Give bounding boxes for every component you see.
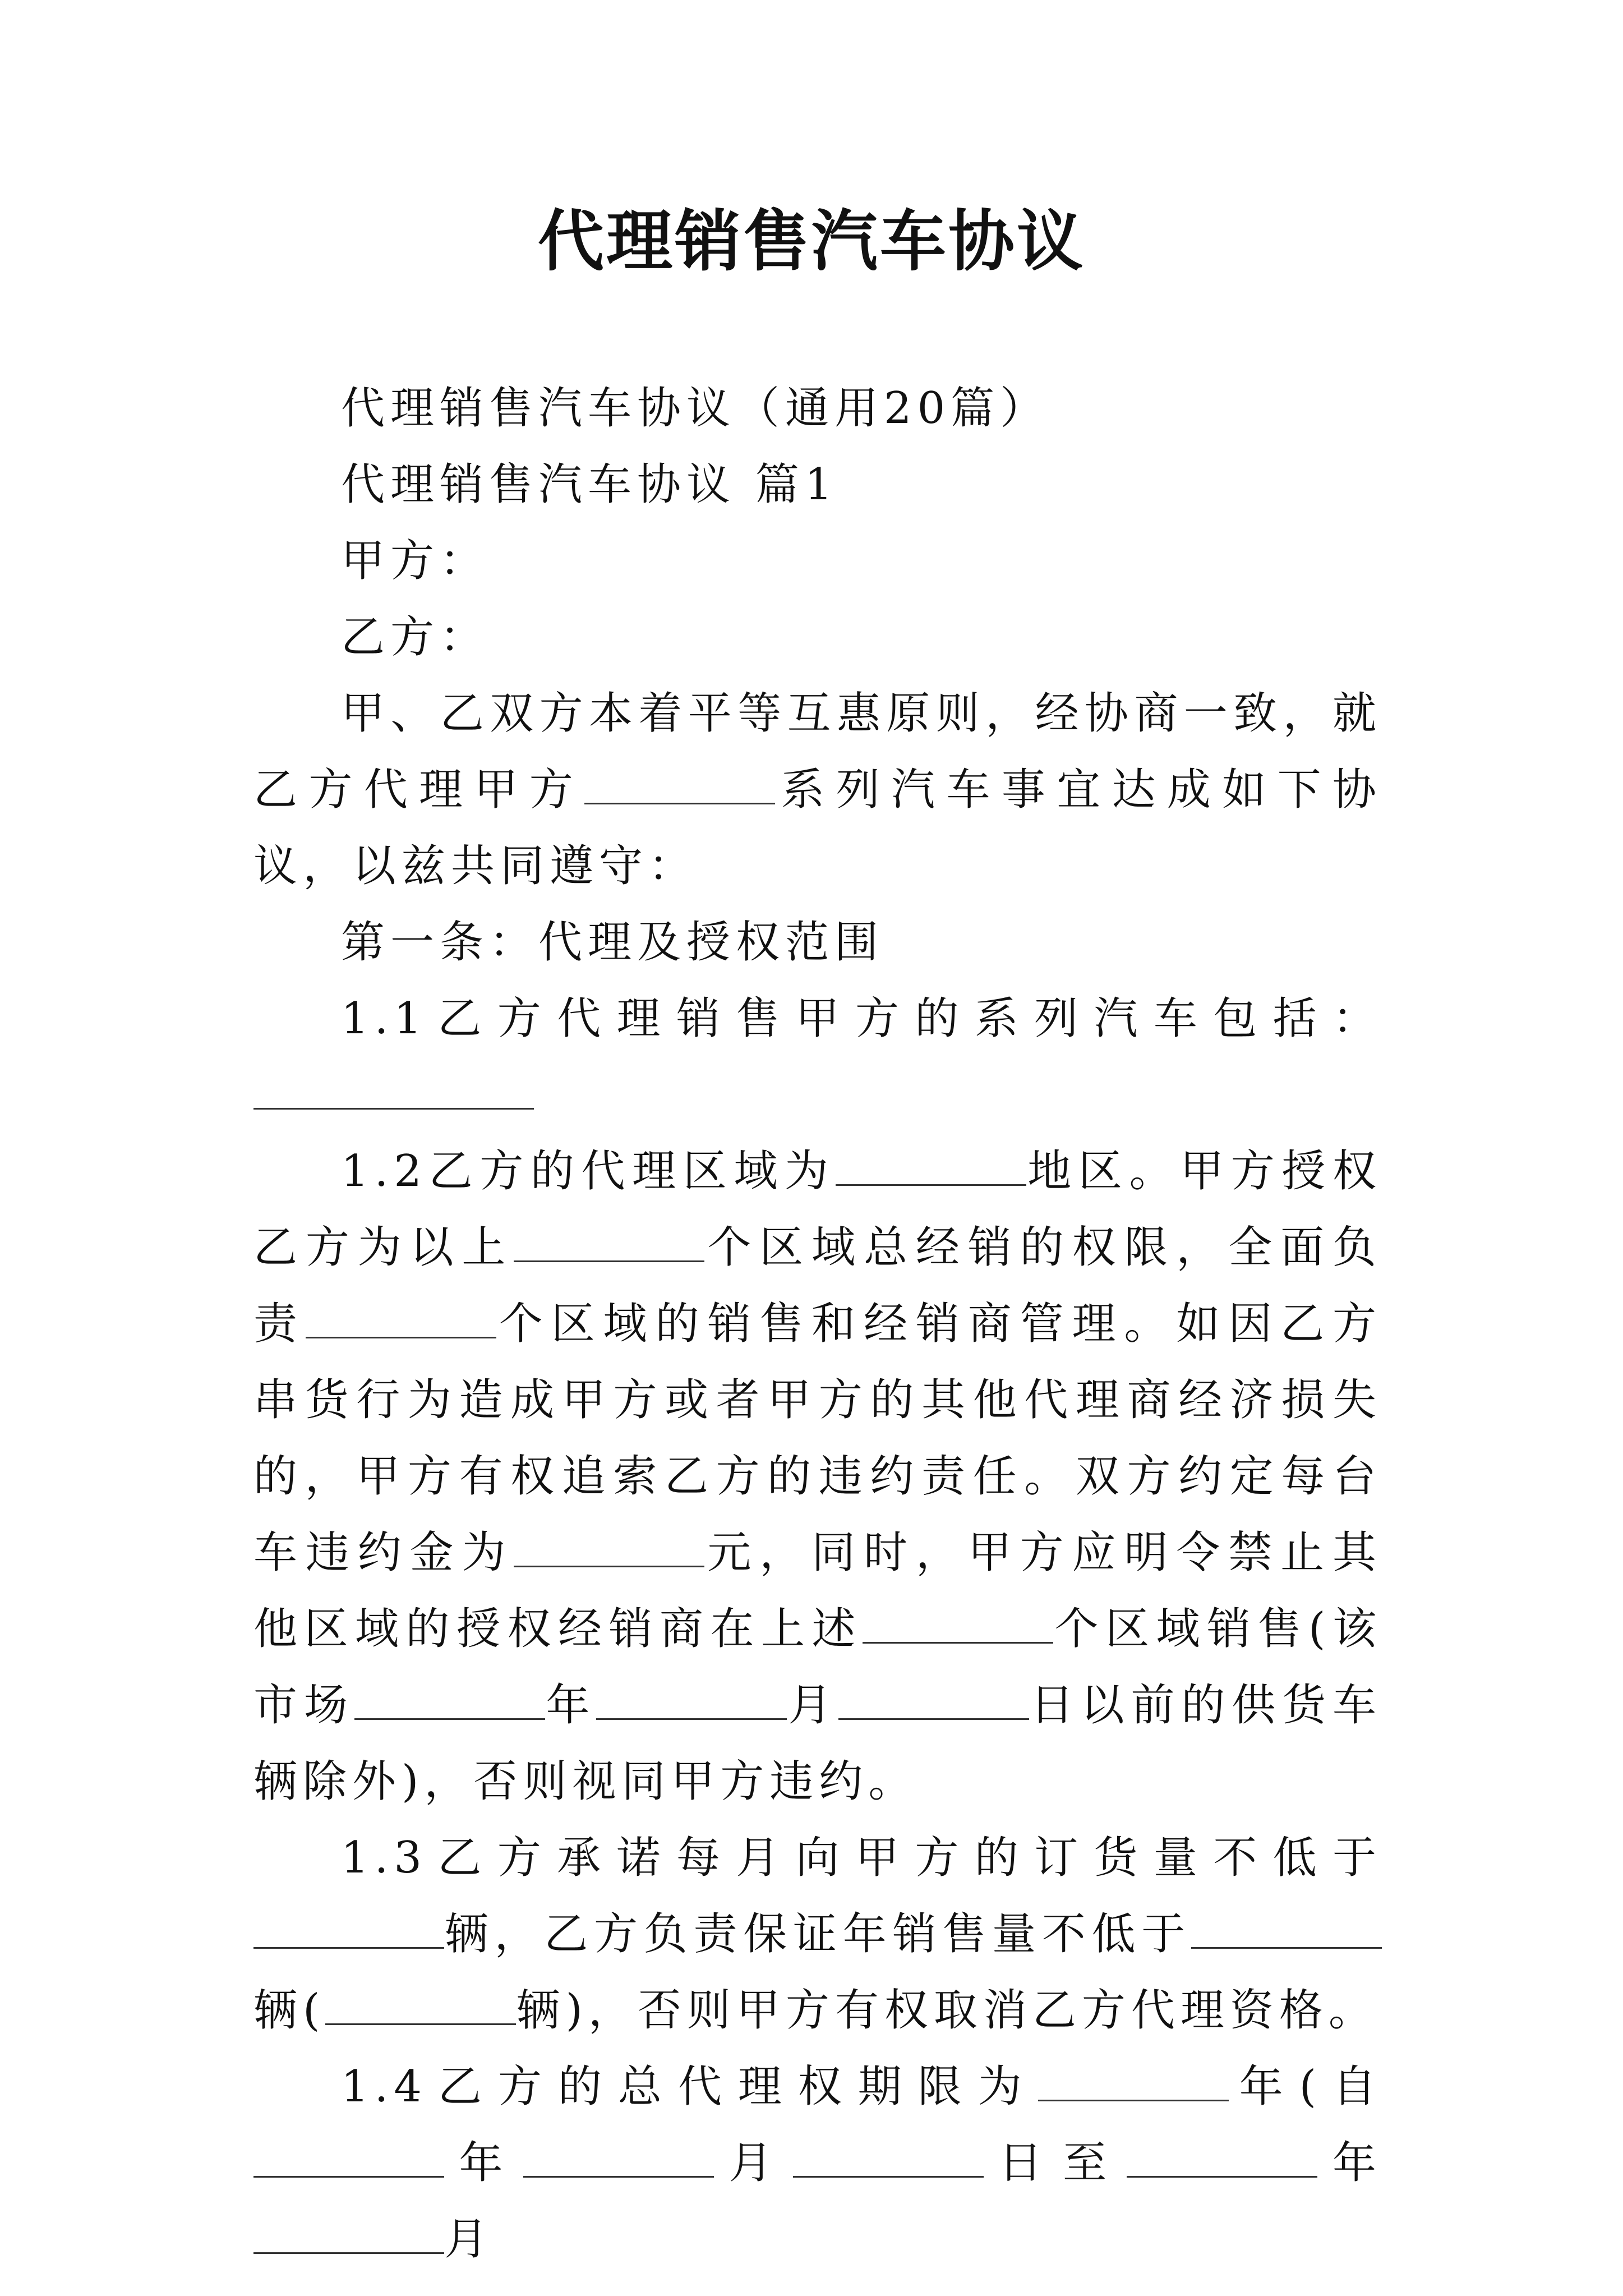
clause-1-2-text-3: 个区域总经销的权限，全面负责 bbox=[253, 1222, 1382, 1349]
blank-line bbox=[253, 2212, 444, 2254]
blank-line bbox=[306, 1296, 496, 1338]
clause-1-4-text-2: 年(自 bbox=[1228, 2062, 1382, 2112]
document-subtitle: 代理销售汽车协议（通用20篇） bbox=[341, 383, 1050, 434]
intro-text-2: 系列汽车事宜达成如下协议，以兹共同遵守： bbox=[253, 765, 1382, 891]
blank-line bbox=[253, 1068, 534, 1110]
blank-line bbox=[514, 1220, 704, 1262]
party-a-line: 甲方： bbox=[341, 536, 490, 586]
blank-line bbox=[1127, 2136, 1317, 2178]
clause-1-2-text-2: 地区。甲方授权乙方为以上 bbox=[253, 1146, 1382, 1273]
blank-line bbox=[838, 1678, 1029, 1720]
clause-1-4 bbox=[253, 2049, 1382, 2277]
clause-1-2-text-5: 元，同时，甲方应明令禁止其他区域的授权经销商在上述 bbox=[253, 1527, 1382, 1654]
intro-text-1: 甲、乙双方本着平等互惠原则，经协商一致，就乙方代理甲方 bbox=[253, 688, 1382, 815]
party-b-line: 乙方： bbox=[341, 612, 490, 662]
clause-1-2-text-9: 日以前的供货车辆除外)，否则视同甲方违约。 bbox=[253, 1680, 1382, 1807]
clause-1-4-text-1: 1.4乙方的总代理权期限为 bbox=[341, 2062, 1038, 2112]
clause-1-2 bbox=[253, 1133, 1382, 1820]
clause-1-3-text-1: 1.3乙方承诺每月向甲方的订货量不低于 bbox=[341, 1833, 1382, 1883]
clause-1-4-text-7: 月 bbox=[444, 2214, 494, 2265]
clause-1-1 bbox=[253, 981, 1382, 1133]
clause-1-3-text-4: 辆)，否则甲方有权取消乙方代理资格。 bbox=[516, 1985, 1378, 2036]
document-title: 代理销售汽车协议 bbox=[537, 202, 1085, 280]
clause-1-2-text-4: 个区域的销售和经销商管理。如因乙方串货行为造成甲方或者甲方的其他代理商经济损失的，甲方有权追索乙方的违约责任。双方约定每台车违约金为 bbox=[253, 1299, 1382, 1578]
blank-line bbox=[584, 762, 775, 804]
blank-line bbox=[1191, 1907, 1382, 1949]
clause-1-2-text-7: 年 bbox=[545, 1680, 597, 1731]
blank-line bbox=[514, 1525, 704, 1567]
clause-1-2-text-1: 1.2乙方的代理区域为 bbox=[341, 1146, 836, 1197]
blank-line bbox=[1038, 2059, 1229, 2101]
clause-1-4-text-5: 日至 bbox=[984, 2138, 1127, 2188]
clause-1-4-text-6: 年 bbox=[1317, 2138, 1382, 2188]
clause-1-4-text-4: 月 bbox=[714, 2138, 793, 2188]
clause-1-2-text-6: 个区域销售(该市场 bbox=[253, 1604, 1382, 1731]
blank-line bbox=[253, 2136, 444, 2178]
document-body bbox=[253, 370, 1382, 2277]
clause-1-2-text-8: 月 bbox=[787, 1680, 839, 1731]
blank-line bbox=[863, 1602, 1053, 1644]
section-heading: 代理销售汽车协议 篇1 bbox=[341, 459, 838, 510]
blank-line bbox=[354, 1678, 545, 1720]
blank-line bbox=[793, 2136, 984, 2178]
blank-line bbox=[253, 1907, 444, 1949]
clause-1-3-text-2: 辆，乙方负责保证年销售量不低于 bbox=[444, 1909, 1191, 1959]
blank-line bbox=[596, 1678, 787, 1720]
clause-1-4-text-3: 年 bbox=[444, 2138, 523, 2188]
blank-line bbox=[523, 2136, 714, 2178]
intro-paragraph bbox=[253, 675, 1382, 904]
article-1-heading: 第一条：代理及授权范围 bbox=[341, 917, 884, 968]
clause-1-3-text-3: 辆( bbox=[253, 1985, 326, 2036]
clause-1-3 bbox=[253, 1820, 1382, 2049]
blank-line bbox=[325, 1983, 516, 2025]
blank-line bbox=[836, 1144, 1026, 1186]
clause-1-1-text: 1.1乙方代理销售甲方的系列汽车包括： bbox=[341, 993, 1382, 1044]
